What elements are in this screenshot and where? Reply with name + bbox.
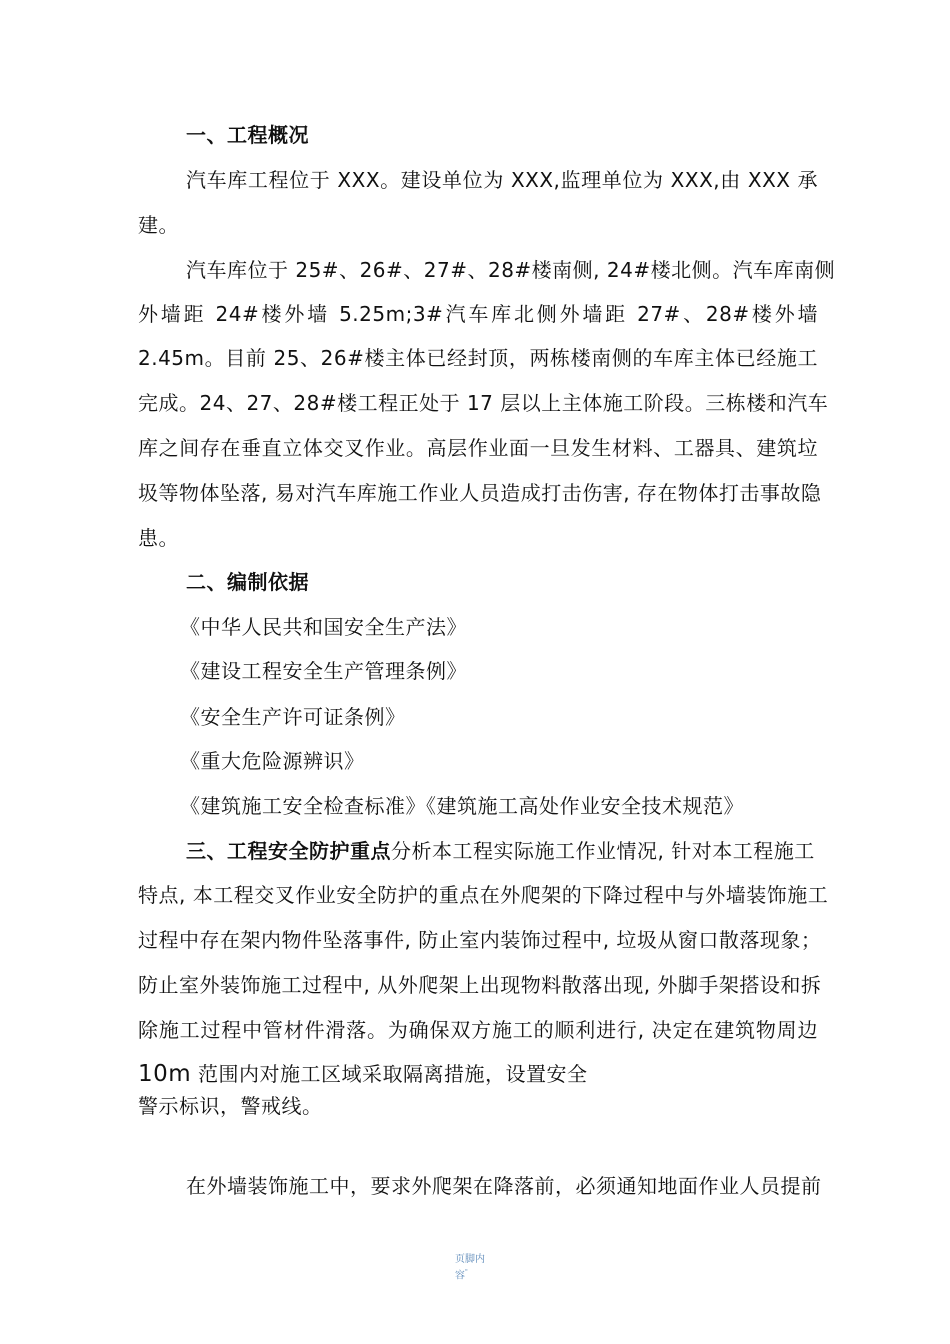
reference-item: 《安全生产许可证条例》	[180, 705, 406, 729]
distance-value: 10m	[138, 1061, 192, 1087]
paragraph-text: 分析本工程实际施工作业情况, 针对本工程施工	[391, 839, 815, 863]
footer-mark: "	[465, 1269, 468, 1276]
paragraph-line: 警示标识，警戒线。	[138, 1094, 323, 1118]
paragraph-line: 完成。24、27、28#楼工程正处于 17 层以上主体施工阶段。三栋楼和汽车	[138, 391, 829, 415]
paragraph-line: 汽车库位于 25#、26#、27#、28#楼南侧, 24#楼北侧。汽车库南侧	[186, 258, 836, 282]
reference-item: 《重大危险源辨识》	[180, 749, 365, 773]
footer-line-2: 容"	[455, 1269, 468, 1282]
paragraph-line: 2.45m。目前 25、26#楼主体已经封顶，两栋楼南侧的车库主体已经施工	[138, 346, 818, 370]
paragraph-text: 范围内对施工区域采取隔离措施，设置安全	[191, 1062, 588, 1086]
page-footer	[455, 1253, 495, 1282]
paragraph-line	[138, 1060, 588, 1088]
paragraph-line: 圾等物体坠落, 易对汽车库施工作业人员造成打击伤害, 存在物体打击事故隐	[138, 481, 822, 505]
paragraph-line: 特点, 本工程交叉作业安全防护的重点在外爬架的下降过程中与外墙装饰施工	[138, 883, 829, 907]
reference-item: 《建筑施工安全检查标准》《建筑施工高处作业安全技术规范》	[180, 794, 744, 818]
section-heading-3-line	[186, 837, 815, 865]
reference-item: 《建设工程安全生产管理条例》	[180, 659, 467, 683]
section-heading-3: 三、工程安全防护重点	[186, 839, 391, 863]
paragraph-line: 过程中存在架内物件坠落事件, 防止室内装饰过程中, 垃圾从窗口散落现象；	[138, 928, 822, 952]
paragraph-line: 建。	[138, 213, 179, 237]
paragraph-line: 防止室外装饰施工过程中, 从外爬架上出现物料散落出现, 外脚手架搭设和拆	[138, 973, 822, 997]
paragraph-line: 患。	[138, 526, 179, 550]
paragraph-line: 外墙距 24#楼外墙 5.25m;3#汽车库北侧外墙距 27#、28#楼外墙	[138, 302, 818, 326]
paragraph-line: 除施工过程中管材件滑落。为确保双方施工的顺利进行, 决定在建筑物周边	[138, 1018, 818, 1042]
reference-item: 《中华人民共和国安全生产法》	[180, 615, 467, 639]
section-heading-1: 一、工程概况	[186, 123, 309, 147]
section-heading-2: 二、编制依据	[186, 570, 309, 594]
paragraph-line: 汽车库工程位于 XXX。建设单位为 XXX,监理单位为 XXX,由 XXX 承	[186, 168, 818, 192]
paragraph-line: 在外墙装饰施工中，要求外爬架在降落前，必须通知地面作业人员提前	[186, 1174, 822, 1198]
footer-line-1: 页脚内	[455, 1254, 485, 1265]
paragraph-line: 库之间存在垂直立体交叉作业。高层作业面一旦发生材料、工器具、建筑垃	[138, 436, 818, 460]
